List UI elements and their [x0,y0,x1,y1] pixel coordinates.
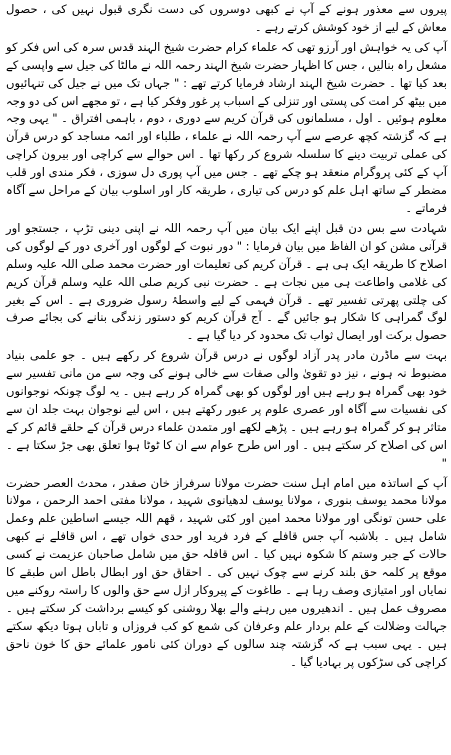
paragraph-teachers: آپ کے اساتذہ میں امام اہل سنت حضرت مولانا سرفراز خان صفدر ، محدث العصر حضرت مولانا محمد یوسف بنوری ، مولانا یوسف لدھیانوی شہید ، مولانا مفتی احمد الرحمن ، مولانا علی حسن تونگی اور مولانا محمد امین اور کئی شہید ، قھم اللہ جیسے اساطین علم وعمل شامل ہیں ۔ بلاشبہ آپ جس قافلے کے فرد فرید اور حدی خواں تھے ، اس قافلے نے کبھی حالات کے جبر وستم کا شکوہ نہیں کیا ۔ اس قافلہ حق میں شامل صاحبان عزیمت نے کسی موقع پر کلمہ حق بلند کرنے سے چوک نہیں کی ۔ احقاق حق اور ابطال باطل اس طبقے کا نمایاں اور امتیازی وصف رہا ہے ۔ طاغوت کے پیروکار ازل سے حق والوں کا راستہ روکنے میں مصروف عمل ہیں ۔ اندھیروں میں رہنے والے بھلا روشنی کو کیسے برداشت کر سکتے ہیں ۔ جہالت وضلالت کے علم بردار علم وعرفان کی شمع کو کب فروزاں و تاباں ہوتا دیکھ سکتے ہیں ۔ یہی سبب ہے کہ گزشتہ چند سالوں کے دوران کئی نامور علمائے حق کا خون ناحق کراچی کی سڑکوں پر بہادیا گیا ۔ [6,475,447,669]
paragraph-final-speech: شہادت سے بس دن قبل اپنے ایک بیان میں آپ رحمہ اللہ نے اپنی دینی تڑپ ، جستجو اور قرآنی مشن کو ان الفاظ میں بیان فرمایا : " دور نبوت کے لوگوں اور آخری دور کے لوگوں کی اصلاح کا طریقہ ایک ہی ہے ۔ قرآن کریم کی تعلیمات اور حضرت محمد صلی اللہ علیہ وسلم کی غلامی واطاعت ہی میں نجات ہے ۔ حضرت نبی کریم صلی اللہ علیہ وسلم قرآن کریم کی چلتی پھرتی تفسیر تھے ۔ قرآن فہمی کے لیے واسطۂ رسول ضروری ہے ۔ اس کے بغیر لوگ گمراہی کا شکار ہو جائیں گے ۔ آج قرآن کریم کو دستور زندگی بنانے کی بجائے صرف حصول برکت اور ایصال ثواب تک محدود کر دیا گیا ہے ۔ [6,220,447,343]
paragraph-livelihood: پیروں سے معذور ہونے کے آپ نے کبھی دوسروں کی دست نگری قبول نہیں کی ، حصول معاش کے لیے از خود کوشش کرتے رہے ۔ [6,2,447,34]
paragraph-modern-preachers: بہت سے ماڈرن مادر پدر آزاد لوگوں نے درس قرآن شروع کر رکھے ہیں ۔ جو علمی بنیاد مضبوط نہ ہونے ، نیز دو تقویٰ والی صفات سے خالی ہونے کی وجہ سے من مانی تفسیر سے خود بھی گمراہ ہو رہے ہیں اور لوگوں کو بھی گمراہ کر رہے ہیں ۔ یہ لوگ چونکہ نوجوانوں کی نفسیات سے آگاہ اور عصری علوم پر عبور رکھتے ہیں ، اس لیے نوجوان بہت جلد ان سے متاثر ہو کر گمراہ ہو رہے ہیں ۔ پڑھے لکھے اور متمدن علماء درس قرآن کے حلقے قائم کر کے اس کی اصلاح کر سکتے ہیں ۔ اور اس طرح عوام سے ان کا ٹوٹا ہوا تعلق بھی جڑ سکتا ہے ۔ " [6,348,447,470]
paragraph-shaikh-ul-hind: آپ کی یہ خواہش اور آرزو تھی کہ علماء کرام حضرت شیخ الہند قدس سرہ کی اس فکر کو مشعل راہ بنالیں ، جس کا اظہار حضرت شیخ الہند رحمہ اللہ نے مالٹا کی جیل سے واپسی کے بعد کیا تھا ۔ حضرت شیخ الہند ارشاد فرمایا کرتے تھے : " جہاں تک میں نے جیل کی تنہائیوں میں بیٹھ کر امت کی پستی اور تنزلی کے اسباب پر غور وفکر کیا ہے ، تو مجھے اس کی دو وجہ معلوم ہوئیں ۔ اول ، مسلمانوں کی قرآن کریم سے دوری ، دوم ، باہمی افتراق ۔ " یہی وجہ ہے کہ گزشتہ کچھ عرصے سے آپ رحمہ اللہ نے علماء ، طلباء اور ائمہ مساجد کو درس قرآن کی عملی تربیت دینے کا سلسلہ شروع کر رکھا تھا ۔ اس حوالے سے کراچی اور بیرون کراچی آپ کے کئی پروگرام منعقد ہو چکے تھے ۔ جس میں آپ پوری دل سوزی ، فکر مندی اور قلب مضطر کے ساتھ اہل علم کو درس کی تیاری ، طریقہ کار اور اسلوب بیان کے مراحل سے آگاہ فرماتے ۔ [6,39,447,215]
